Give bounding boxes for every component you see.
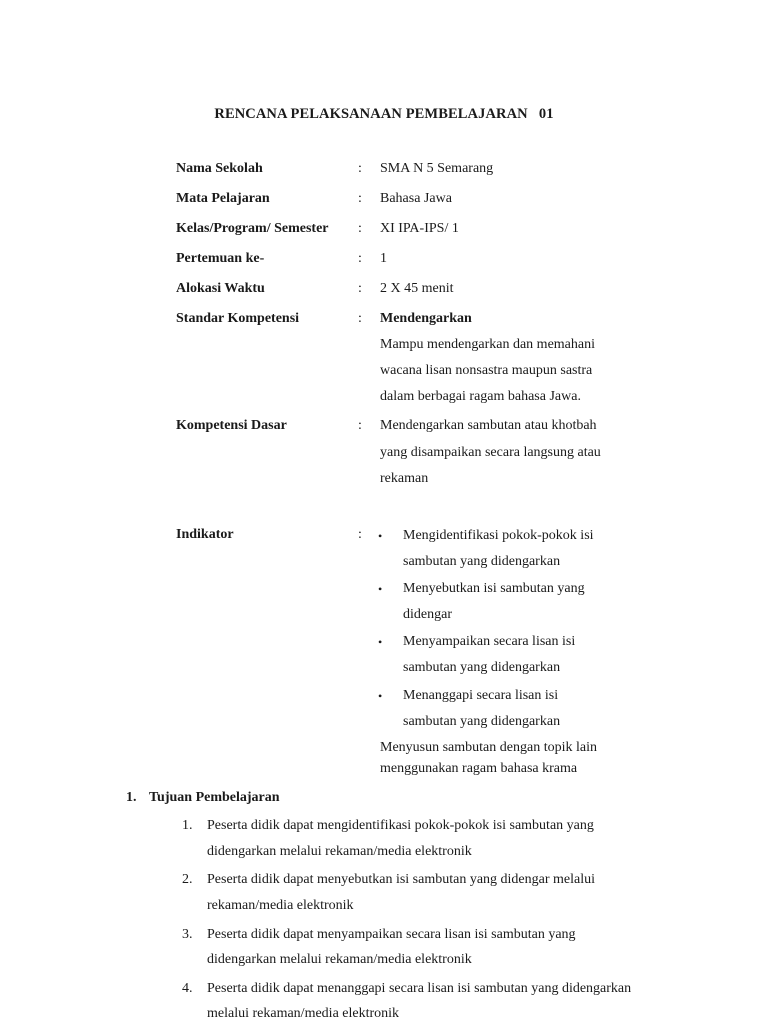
kompetensi-line: Mendengarkan sambutan atau khotbah [380,418,597,433]
field-row-kompetensi-dasar [0,418,768,444]
standar-line: Mampu mendengarkan dan memahani [380,337,595,352]
field-label: Kelas/Program/ Semester [176,221,329,236]
objective-number: 3. [182,927,193,942]
field-label: Standar Kompetensi [176,311,300,326]
field-row-kelas [0,221,768,247]
objective-line: didengarkan melalui rekaman/media elektronik [207,952,472,967]
indikator-extra-line: Menyusun sambutan dengan topik lain [380,740,597,755]
objective-line: didengarkan melalui rekaman/media elektronik [207,844,472,859]
document-title: RENCANA PELAKSANAAN PEMBELAJARAN 01 [214,106,554,122]
field-label: Alokasi Waktu [176,281,265,296]
field-row-alokasi-waktu [0,281,768,307]
field-label: Indikator [176,527,234,542]
objective-line: Peserta didik dapat mengidentifikasi pokok-pokok isi sambutan yang [207,818,594,833]
standar-line: dalam berbagai ragam bahasa Jawa. [380,389,581,404]
field-row-standar-kompetensi [0,311,768,337]
indikator-item-line: Menyebutkan isi sambutan yang [403,581,585,596]
field-label: Kompetensi Dasar [176,418,287,433]
objective-number: 2. [182,872,193,887]
field-row-pertemuan [0,251,768,277]
field-value: SMA N 5 Semarang [380,161,494,176]
section-number: 1. [126,790,137,805]
indikator-item-line: sambutan yang didengarkan [403,660,561,675]
field-value: XI IPA-IPS/ 1 [380,221,459,236]
field-colon: : [358,251,362,266]
objective-line: rekaman/media elektronik [207,898,354,913]
field-colon: : [358,527,362,542]
objective-number: 4. [182,981,193,996]
indikator-item-line: Mengidentifikasi pokok-pokok isi [403,528,594,543]
objective-line: melalui rekaman/media elektronik [207,1006,400,1021]
objective-line: Peserta didik dapat menyampaikan secara lisan isi sambutan yang [207,927,576,942]
standar-line: wacana lisan nonsastra maupun sastra [380,363,593,378]
field-colon: : [358,281,362,296]
indikator-item-line: sambutan yang didengarkan [403,554,561,569]
bullet-icon: • [378,582,383,596]
field-value: Bahasa Jawa [380,191,452,206]
field-value: 1 [380,251,387,266]
field-colon: : [358,311,362,326]
bullet-icon: • [378,529,383,543]
field-colon: : [358,191,362,206]
objective-number: 1. [182,818,193,833]
kompetensi-line: rekaman [380,471,429,486]
field-row-nama-sekolah [0,161,768,187]
field-label: Mata Pelajaran [176,191,270,206]
bullet-icon: • [378,635,383,649]
standar-heading: Mendengarkan [380,311,472,326]
field-colon: : [358,418,362,433]
field-colon: : [358,221,362,236]
field-label: Nama Sekolah [176,161,263,176]
indikator-item-line: Menanggapi secara lisan isi [403,688,559,703]
objective-line: Peserta didik dapat menyebutkan isi sambutan yang didengar melalui [207,872,596,887]
indikator-extra-line: menggunakan ragam bahasa krama [380,761,578,776]
kompetensi-line: yang disampaikan secara langsung atau [380,445,601,460]
field-label: Pertemuan ke- [176,251,265,266]
field-value: 2 X 45 menit [380,281,454,296]
indikator-item-line: didengar [403,607,452,622]
field-colon: : [358,161,362,176]
bullet-icon: • [378,689,383,703]
indikator-item-line: Menyampaikan secara lisan isi [403,634,576,649]
section-title: Tujuan Pembelajaran [149,790,280,805]
field-row-mata-pelajaran [0,191,768,217]
indikator-item-line: sambutan yang didengarkan [403,714,561,729]
field-row-indikator [0,527,768,553]
objective-line: Peserta didik dapat menanggapi secara lisan isi sambutan yang didengarkan [207,981,632,996]
